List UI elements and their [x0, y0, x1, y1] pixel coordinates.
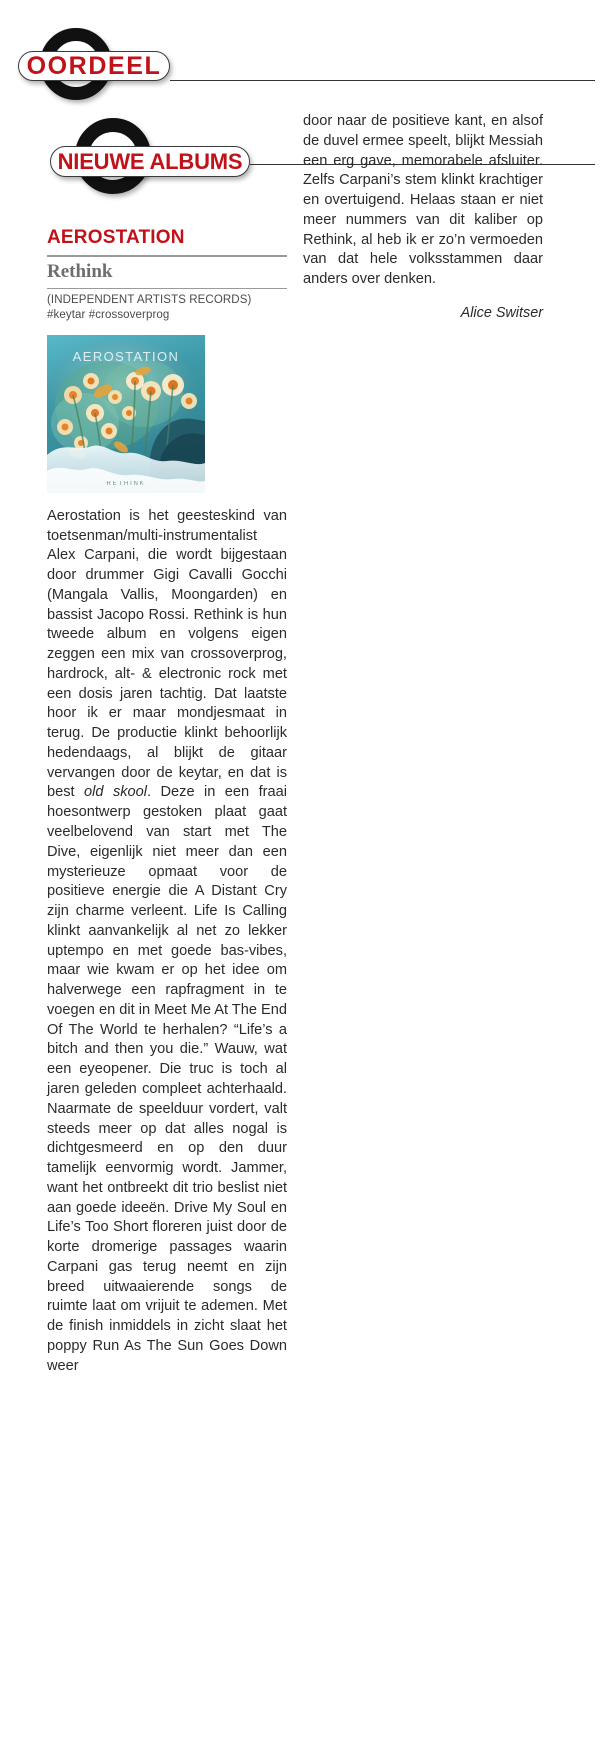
album-title: Rethink: [47, 260, 113, 282]
title-label-divider: [47, 288, 287, 289]
album-artist-name: AEROSTATION: [47, 227, 185, 248]
oordeel-pill: [18, 51, 170, 81]
right-column: [303, 112, 543, 321]
album-cover-illustration: [47, 335, 205, 493]
review-body-left-part2: . Deze in een fraai hoesontwerp gestoken plaat gaat veelbelovend van start met The Dive, eigenlijk niet meer dan een mysterieuze opmaat voor de positieve energie die A Distant Cry zijn charme verleent. Life Is Calling klinkt aanvankelijk al net zo lekker uptempo en met goede bas-vibes, maar wie kwam er op het idee om halverwege een rapfragment in te voegen en dit in Meet Me At The End Of The World te herhalen? “Life’s a bitch and then you die.” Wauw, wat een eyeopener. Die truc is toch al jaren geleden compleet achterhaald. Naarmate de speelduur vordert, valt steeds meer op dat alles nogal is dichtgesmeerd en op den duur tamelijk eenvormig wordt. Jammer, want het ontbreekt dit trio beslist niet aan goede ideeën. Drive My Soul en Life’s Too Short floreren juist door de korte dromerige passages waarin Carpani gas terug neemt en zijn breed uitwaaierende songs de ruimte laat om vrijuit te ademen. Met de finish inmiddels in zicht slaat het poppy Run As The Sun Goes Down weer: [47, 784, 287, 1374]
oordeel-divider-rule: [170, 80, 595, 81]
cover-art-title-text: AEROSTATION: [72, 348, 180, 364]
left-column: [47, 228, 287, 1376]
author-byline: Alice Switser: [460, 304, 543, 321]
review-body-left-part1: Aerostation is het geesteskind van toetsenman/multi-instrumentalist Alex Carpani, die wordt bijgestaan door drummer Gigi Cavalli Gocchi (Mangala Vallis, Moongarden) en bassist Jacopo Rossi. Rethink is hun tweede album en volgens eigen zeggen een mix van crossoverprog, hardrock, alt- & electronic rock met een dosis jaren tachtig. Dat laatste hoor ik er maar mondjesmaat in terug. De productie klinkt behoorlijk hedendaags, al blijkt de gitaar vervangen door de keytar, en dat is best: [47, 507, 287, 801]
genre-hashtags: #keytar #crossoverprog: [47, 309, 170, 322]
review-body-right: door naar de positieve kant, en alsof de duvel ermee speelt, blijkt Messiah een erg gave, memorabele afsluiter. Zelfs Carpani’s stem klinkt krachtiger en overtuigend. Helaas staan er niet meer nummers van dit kaliber op Rethink, al heb ik er zo’n vermoeden van dat hele volksstammen daar anders over denken.: [303, 113, 543, 288]
nieuwe-albums-pill: [50, 146, 250, 177]
oordeel-label: OORDEEL: [26, 51, 162, 80]
nieuwe-albums-label: NIEUWE ALBUMS: [57, 148, 243, 174]
review-body-left: [47, 507, 287, 1377]
review-body-left-italic: old skool: [84, 784, 148, 801]
cover-art-subtitle-text: RETHINK: [106, 480, 146, 487]
album-cover-art: [47, 335, 205, 493]
record-label: (INDEPENDENT ARTISTS RECORDS): [47, 293, 252, 306]
artist-title-divider: [47, 255, 287, 257]
